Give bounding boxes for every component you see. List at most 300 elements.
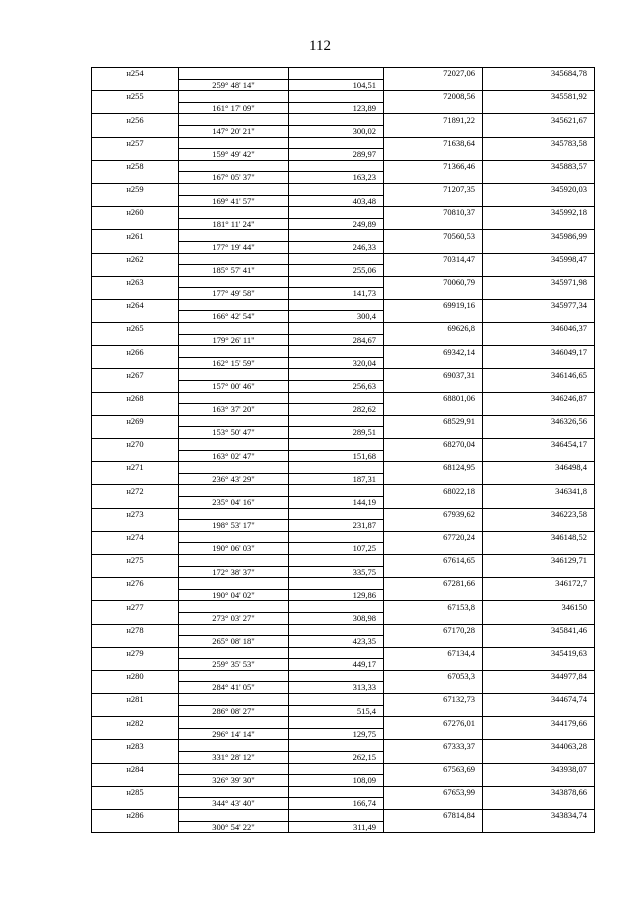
empty-cell: [483, 102, 595, 114]
coord-x: 67281,66: [384, 578, 483, 590]
point-name: н281: [92, 694, 179, 706]
point-name: н266: [92, 346, 179, 358]
empty-cell: [384, 102, 483, 114]
direction-angle: 169° 41' 57": [179, 195, 289, 207]
coord-y: 346148,52: [483, 531, 595, 543]
direction-angle: 161° 17' 09": [179, 102, 289, 114]
point-row: [92, 786, 595, 798]
empty-cell: [289, 810, 384, 822]
empty-cell: [384, 821, 483, 833]
empty-cell: [483, 775, 595, 787]
empty-cell: [289, 578, 384, 590]
empty-cell: [92, 566, 179, 578]
empty-cell: [483, 612, 595, 624]
segment-row: [92, 612, 595, 624]
point-row: [92, 160, 595, 172]
segment-length: 144,19: [289, 496, 384, 508]
point-name: н270: [92, 439, 179, 451]
empty-cell: [179, 786, 289, 798]
empty-cell: [92, 798, 179, 810]
empty-cell: [384, 149, 483, 161]
coord-y: 346046,37: [483, 323, 595, 335]
coord-y: 346146,65: [483, 369, 595, 381]
coord-y: 345841,46: [483, 624, 595, 636]
coord-x: 69626,8: [384, 323, 483, 335]
empty-cell: [289, 230, 384, 242]
empty-cell: [179, 763, 289, 775]
empty-cell: [483, 473, 595, 485]
empty-cell: [92, 357, 179, 369]
coord-y: 346341,8: [483, 485, 595, 497]
segment-length: 289,51: [289, 427, 384, 439]
empty-cell: [92, 241, 179, 253]
empty-cell: [179, 68, 289, 80]
coord-x: 67563,69: [384, 763, 483, 775]
point-row: [92, 183, 595, 195]
point-name: н260: [92, 207, 179, 219]
coord-y: 345419,63: [483, 647, 595, 659]
coord-y: 346246,87: [483, 392, 595, 404]
empty-cell: [289, 624, 384, 636]
point-name: н280: [92, 670, 179, 682]
segment-length: 108,09: [289, 775, 384, 787]
empty-cell: [92, 79, 179, 91]
empty-cell: [92, 218, 179, 230]
empty-cell: [384, 705, 483, 717]
empty-cell: [483, 728, 595, 740]
empty-cell: [92, 102, 179, 114]
coord-x: 71891,22: [384, 114, 483, 126]
direction-angle: 259° 35' 53": [179, 659, 289, 671]
segment-row: [92, 311, 595, 323]
empty-cell: [289, 207, 384, 219]
segment-row: [92, 450, 595, 462]
empty-cell: [289, 786, 384, 798]
empty-cell: [384, 473, 483, 485]
empty-cell: [289, 462, 384, 474]
segment-length: 166,74: [289, 798, 384, 810]
coord-y: 346049,17: [483, 346, 595, 358]
coord-x: 69919,16: [384, 299, 483, 311]
segment-length: 255,06: [289, 265, 384, 277]
direction-angle: 157° 00' 46": [179, 381, 289, 393]
direction-angle: 172° 38' 37": [179, 566, 289, 578]
point-row: [92, 554, 595, 566]
coord-x: 70314,47: [384, 253, 483, 265]
empty-cell: [384, 357, 483, 369]
segment-length: 403,48: [289, 195, 384, 207]
empty-cell: [384, 218, 483, 230]
segment-length: 129,75: [289, 728, 384, 740]
empty-cell: [179, 299, 289, 311]
segment-length: 449,17: [289, 659, 384, 671]
empty-cell: [92, 265, 179, 277]
empty-cell: [384, 427, 483, 439]
segment-length: 231,87: [289, 520, 384, 532]
empty-cell: [483, 241, 595, 253]
empty-cell: [179, 276, 289, 288]
empty-cell: [92, 705, 179, 717]
coord-x: 67053,3: [384, 670, 483, 682]
point-row: [92, 508, 595, 520]
empty-cell: [384, 241, 483, 253]
coord-y: 345986,99: [483, 230, 595, 242]
point-row: [92, 346, 595, 358]
empty-cell: [289, 137, 384, 149]
empty-cell: [483, 288, 595, 300]
empty-cell: [289, 647, 384, 659]
direction-angle: 185° 57' 41": [179, 265, 289, 277]
segment-length: 163,23: [289, 172, 384, 184]
direction-angle: 273° 03' 27": [179, 612, 289, 624]
empty-cell: [483, 821, 595, 833]
empty-cell: [483, 265, 595, 277]
point-row: [92, 763, 595, 775]
segment-length: 289,97: [289, 149, 384, 161]
empty-cell: [289, 299, 384, 311]
coord-y: 346129,71: [483, 554, 595, 566]
empty-cell: [483, 172, 595, 184]
coord-x: 68529,91: [384, 415, 483, 427]
empty-cell: [384, 496, 483, 508]
point-name: н274: [92, 531, 179, 543]
coord-y: 345920,03: [483, 183, 595, 195]
segment-row: [92, 265, 595, 277]
segment-length: 107,25: [289, 543, 384, 555]
point-row: [92, 694, 595, 706]
direction-angle: 153° 50' 47": [179, 427, 289, 439]
segment-length: 187,31: [289, 473, 384, 485]
empty-cell: [384, 612, 483, 624]
direction-angle: 198° 53' 17": [179, 520, 289, 532]
point-row: [92, 207, 595, 219]
coord-y: 346223,58: [483, 508, 595, 520]
point-name: н273: [92, 508, 179, 520]
coord-x: 67814,84: [384, 810, 483, 822]
segment-length: 141,73: [289, 288, 384, 300]
empty-cell: [384, 381, 483, 393]
empty-cell: [179, 717, 289, 729]
point-row: [92, 578, 595, 590]
empty-cell: [384, 589, 483, 601]
segment-row: [92, 659, 595, 671]
segment-row: [92, 473, 595, 485]
coord-x: 67153,8: [384, 601, 483, 613]
point-name: н279: [92, 647, 179, 659]
point-row: [92, 230, 595, 242]
empty-cell: [179, 647, 289, 659]
segment-length: 335,75: [289, 566, 384, 578]
direction-angle: 177° 19' 44": [179, 241, 289, 253]
empty-cell: [92, 172, 179, 184]
direction-angle: 300° 54' 22": [179, 821, 289, 833]
empty-cell: [92, 821, 179, 833]
point-row: [92, 647, 595, 659]
empty-cell: [289, 439, 384, 451]
segment-row: [92, 636, 595, 648]
empty-cell: [179, 207, 289, 219]
direction-angle: 166° 42' 54": [179, 311, 289, 323]
direction-angle: 163° 02' 47": [179, 450, 289, 462]
coord-y: 345783,58: [483, 137, 595, 149]
coord-x: 68022,18: [384, 485, 483, 497]
empty-cell: [289, 160, 384, 172]
point-name: н262: [92, 253, 179, 265]
empty-cell: [92, 775, 179, 787]
direction-angle: 235° 04' 16": [179, 496, 289, 508]
segment-length: 246,33: [289, 241, 384, 253]
point-row: [92, 601, 595, 613]
segment-length: 308,98: [289, 612, 384, 624]
empty-cell: [384, 659, 483, 671]
segment-row: [92, 543, 595, 555]
empty-cell: [483, 566, 595, 578]
empty-cell: [483, 195, 595, 207]
segment-row: [92, 404, 595, 416]
empty-cell: [179, 369, 289, 381]
point-name: н286: [92, 810, 179, 822]
empty-cell: [179, 508, 289, 520]
segment-row: [92, 728, 595, 740]
empty-cell: [92, 473, 179, 485]
empty-cell: [179, 183, 289, 195]
empty-cell: [179, 91, 289, 103]
point-row: [92, 369, 595, 381]
coord-x: 67170,28: [384, 624, 483, 636]
empty-cell: [92, 520, 179, 532]
empty-cell: [289, 369, 384, 381]
point-name: н264: [92, 299, 179, 311]
empty-cell: [179, 415, 289, 427]
empty-cell: [179, 554, 289, 566]
empty-cell: [384, 636, 483, 648]
coord-x: 67333,37: [384, 740, 483, 752]
empty-cell: [289, 276, 384, 288]
empty-cell: [483, 520, 595, 532]
empty-cell: [289, 485, 384, 497]
coord-y: 343878,66: [483, 786, 595, 798]
point-row: [92, 740, 595, 752]
empty-cell: [384, 450, 483, 462]
segment-row: [92, 172, 595, 184]
coord-y: 345684,78: [483, 68, 595, 80]
coord-x: 68801,06: [384, 392, 483, 404]
direction-angle: 167° 05' 37": [179, 172, 289, 184]
empty-cell: [483, 705, 595, 717]
segment-row: [92, 334, 595, 346]
direction-angle: 286° 08' 27": [179, 705, 289, 717]
segment-row: [92, 381, 595, 393]
point-row: [92, 717, 595, 729]
segment-row: [92, 520, 595, 532]
empty-cell: [483, 659, 595, 671]
empty-cell: [384, 728, 483, 740]
segment-length: 104,51: [289, 79, 384, 91]
point-row: [92, 485, 595, 497]
segment-length: 256,63: [289, 381, 384, 393]
empty-cell: [179, 485, 289, 497]
coord-x: 67132,73: [384, 694, 483, 706]
coord-x: 68124,95: [384, 462, 483, 474]
direction-angle: 265° 08' 18": [179, 636, 289, 648]
empty-cell: [179, 810, 289, 822]
empty-cell: [289, 508, 384, 520]
direction-angle: 236° 43' 29": [179, 473, 289, 485]
empty-cell: [179, 531, 289, 543]
direction-angle: 147° 20' 21": [179, 125, 289, 137]
coord-x: 67939,62: [384, 508, 483, 520]
point-name: н267: [92, 369, 179, 381]
coord-y: 346498,4: [483, 462, 595, 474]
empty-cell: [289, 392, 384, 404]
empty-cell: [483, 125, 595, 137]
coord-y: 344063,28: [483, 740, 595, 752]
empty-cell: [92, 659, 179, 671]
empty-cell: [384, 682, 483, 694]
point-name: н275: [92, 554, 179, 566]
direction-angle: 159° 49' 42": [179, 149, 289, 161]
segment-row: [92, 705, 595, 717]
segment-row: [92, 682, 595, 694]
direction-angle: 259° 48' 14": [179, 79, 289, 91]
direction-angle: 163° 37' 20": [179, 404, 289, 416]
coord-y: 343834,74: [483, 810, 595, 822]
point-name: н284: [92, 763, 179, 775]
empty-cell: [384, 195, 483, 207]
segment-length: 129,86: [289, 589, 384, 601]
empty-cell: [92, 195, 179, 207]
empty-cell: [483, 404, 595, 416]
empty-cell: [483, 381, 595, 393]
segment-row: [92, 79, 595, 91]
point-name: н256: [92, 114, 179, 126]
coord-y: 346150: [483, 601, 595, 613]
empty-cell: [179, 624, 289, 636]
empty-cell: [92, 682, 179, 694]
segment-length: 423,35: [289, 636, 384, 648]
point-name: н282: [92, 717, 179, 729]
segment-row: [92, 775, 595, 787]
point-row: [92, 392, 595, 404]
point-row: [92, 276, 595, 288]
segment-row: [92, 218, 595, 230]
empty-cell: [289, 717, 384, 729]
empty-cell: [92, 334, 179, 346]
empty-cell: [384, 172, 483, 184]
empty-cell: [289, 68, 384, 80]
coord-x: 67720,24: [384, 531, 483, 543]
empty-cell: [384, 404, 483, 416]
empty-cell: [92, 496, 179, 508]
direction-angle: 190° 04' 02": [179, 589, 289, 601]
empty-cell: [92, 125, 179, 137]
segment-length: 320,04: [289, 357, 384, 369]
empty-cell: [483, 334, 595, 346]
empty-cell: [483, 636, 595, 648]
point-row: [92, 624, 595, 636]
segment-length: 249,89: [289, 218, 384, 230]
coord-x: 71207,35: [384, 183, 483, 195]
point-name: н276: [92, 578, 179, 590]
coord-x: 70560,53: [384, 230, 483, 242]
point-row: [92, 415, 595, 427]
empty-cell: [289, 253, 384, 265]
coord-y: 345883,57: [483, 160, 595, 172]
empty-cell: [289, 114, 384, 126]
segment-length: 123,89: [289, 102, 384, 114]
direction-angle: 344° 43' 40": [179, 798, 289, 810]
segment-row: [92, 589, 595, 601]
point-name: н255: [92, 91, 179, 103]
page-number: 112: [309, 38, 331, 54]
coord-x: 71638,64: [384, 137, 483, 149]
point-row: [92, 531, 595, 543]
segment-row: [92, 496, 595, 508]
empty-cell: [483, 311, 595, 323]
point-name: н265: [92, 323, 179, 335]
segment-row: [92, 357, 595, 369]
empty-cell: [289, 91, 384, 103]
segment-row: [92, 752, 595, 764]
empty-cell: [483, 149, 595, 161]
point-name: н285: [92, 786, 179, 798]
point-row: [92, 810, 595, 822]
empty-cell: [384, 334, 483, 346]
coord-y: 346172,7: [483, 578, 595, 590]
point-name: н261: [92, 230, 179, 242]
segment-length: 151,68: [289, 450, 384, 462]
coord-y: 345977,34: [483, 299, 595, 311]
point-row: [92, 253, 595, 265]
coord-y: 344674,74: [483, 694, 595, 706]
segment-length: 282,62: [289, 404, 384, 416]
segment-length: 313,33: [289, 682, 384, 694]
direction-angle: 162° 15' 59": [179, 357, 289, 369]
empty-cell: [384, 543, 483, 555]
empty-cell: [179, 160, 289, 172]
coord-y: 346326,56: [483, 415, 595, 427]
coord-y: 345581,92: [483, 91, 595, 103]
segment-row: [92, 288, 595, 300]
segment-row: [92, 241, 595, 253]
coord-x: 70810,37: [384, 207, 483, 219]
point-row: [92, 462, 595, 474]
empty-cell: [179, 578, 289, 590]
empty-cell: [179, 439, 289, 451]
empty-cell: [483, 450, 595, 462]
point-row: [92, 323, 595, 335]
coord-x: 72027,06: [384, 68, 483, 80]
segment-length: 262,15: [289, 752, 384, 764]
empty-cell: [384, 79, 483, 91]
coord-y: 344977,84: [483, 670, 595, 682]
empty-cell: [289, 601, 384, 613]
empty-cell: [179, 137, 289, 149]
coord-x: 69342,14: [384, 346, 483, 358]
coord-y: 344179,66: [483, 717, 595, 729]
empty-cell: [92, 450, 179, 462]
empty-cell: [92, 752, 179, 764]
coord-x: 68270,04: [384, 439, 483, 451]
point-name: н283: [92, 740, 179, 752]
empty-cell: [384, 288, 483, 300]
empty-cell: [384, 566, 483, 578]
point-row: [92, 68, 595, 80]
coord-y: 343938,07: [483, 763, 595, 775]
empty-cell: [179, 114, 289, 126]
empty-cell: [384, 265, 483, 277]
coord-x: 67614,65: [384, 554, 483, 566]
